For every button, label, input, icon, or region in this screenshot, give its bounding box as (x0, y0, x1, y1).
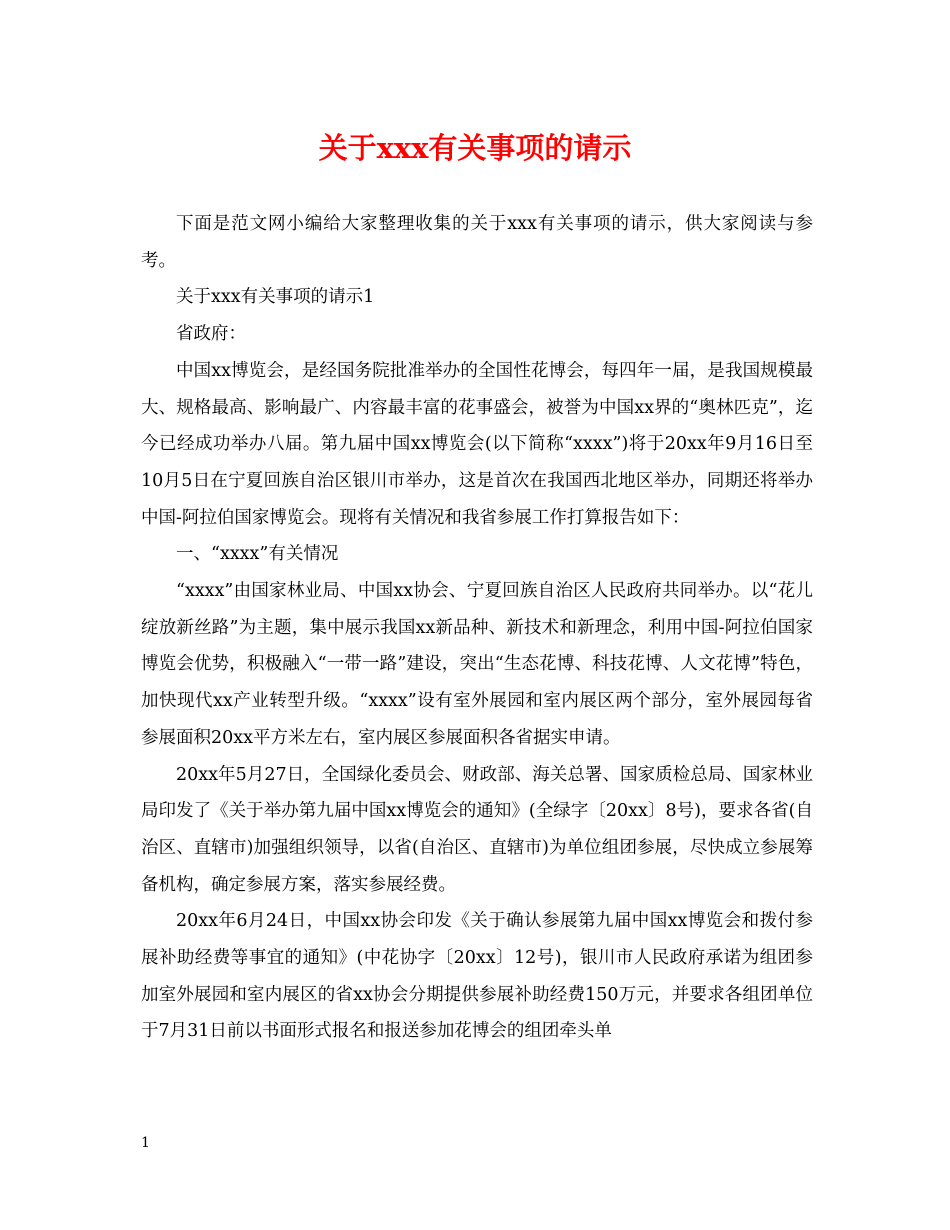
page-title: 关于xxx有关事项的请示 (318, 131, 632, 165)
body-paragraph: 20xx年5月27日，全国绿化委员会、财政部、海关总署、国家质检总局、国家林业局印发了《关于举办第九届中国xx博览会的通知》(全绿字〔20xx〕8号)，要求各省(自治区、直辖市)加强组织领导，以省(自治区、直辖市)为单位组团参展，尽快成立参展筹备机构，确定参展方案，落实参展经费。 (141, 764, 813, 895)
salutation: 省政府： (176, 324, 246, 345)
subsection-heading: 一、“xxxx”有关情况 (176, 544, 339, 565)
page-number: 1 (141, 1135, 150, 1151)
section-heading: 关于xxx有关事项的请示1 (176, 287, 375, 308)
intro-paragraph: 下面是范文网小编给大家整理收集的关于xxx有关事项的请示，供大家阅读与参考。 (141, 214, 813, 271)
body-paragraph: 20xx年6月24日，中国xx协会印发《关于确认参展第九届中国xx博览会和拨付参展补助经费等事宜的通知》(中花协字〔20xx〕12号)，银川市人民政府承诺为组团参加室外展园和室内展区的省xx协会分期提供参展补助经费150万元，并要求各组团单位于7月31日前以书面形式报名和报送参加花博会的组团牵头单 (141, 911, 813, 1042)
body-paragraph: “xxxx”由国家林业局、中国xx协会、宁夏回族自治区人民政府共同举办。以“花儿绽放新丝路”为主题，集中展示我国xx新品种、新技术和新理念，利用中国-阿拉伯国家博览会优势，积极融入“一带一路”建设，突出“生态花博、科技花博、人文花博”特色，加快现代xx产业转型升级。“xxxx”设有室外展园和室内展区两个部分，室外展园每省参展面积20xx平方米左右，室内展区参展面积各省据实申请。 (141, 581, 813, 748)
body-paragraph: 中国xx博览会，是经国务院批准举办的全国性花博会，每四年一届，是我国规模最大、规格最高、影响最广、内容最丰富的花事盛会，被誉为中国xx界的“奥林匹克”，迄今已经成功举办八届。第九届中国xx博览会(以下简称“xxxx”)将于20xx年9月16日至10月5日在宁夏回族自治区银川市举办，这是首次在我国西北地区举办，同期还将举办中国-阿拉伯国家博览会。现将有关情况和我省参展工作打算报告如下： (141, 360, 813, 528)
document-body (141, 206, 813, 1050)
